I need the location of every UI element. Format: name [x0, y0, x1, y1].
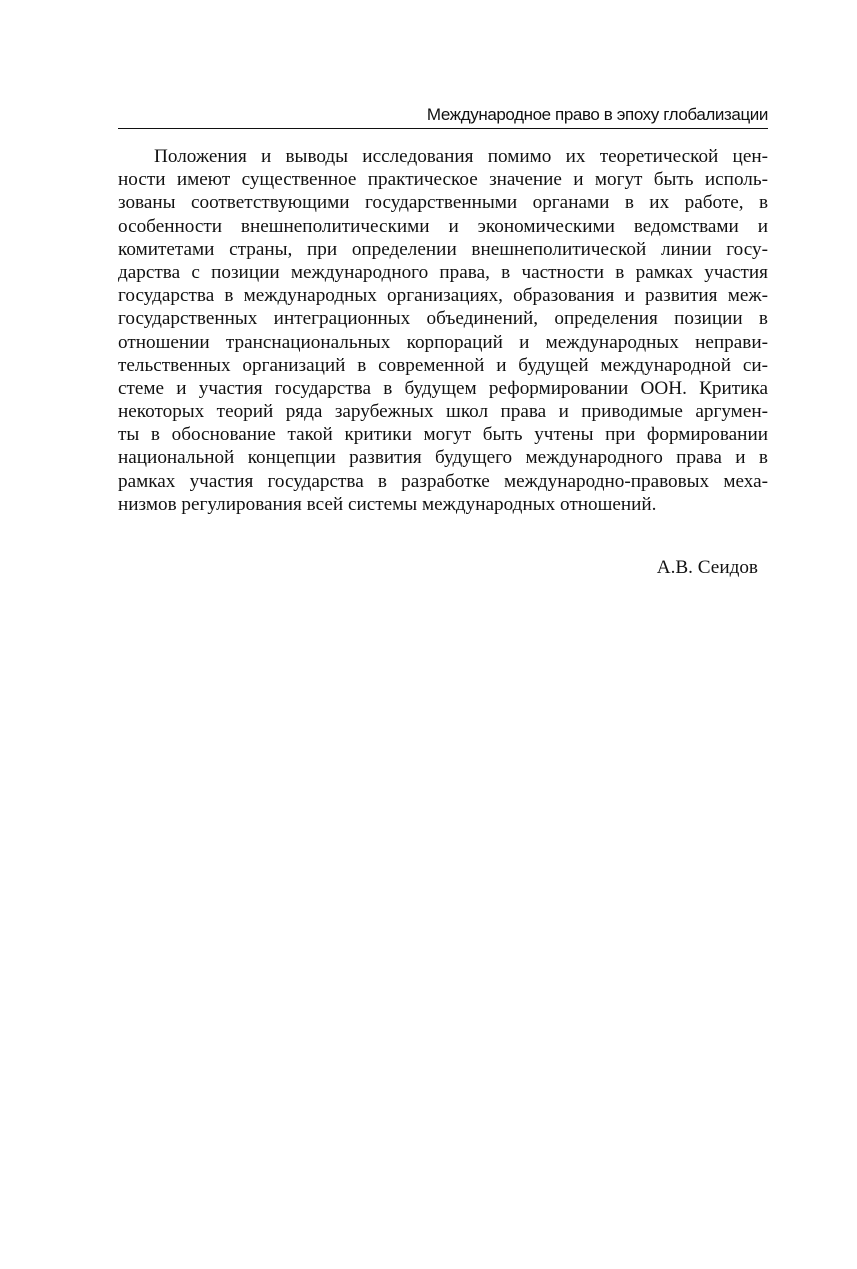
paragraph-line: зованы соответствующими государственными органами в их работе, в: [118, 192, 768, 214]
paragraph-line: некоторых теорий ряда зарубежных школ права и приводимые аргумен-: [118, 401, 768, 423]
paragraph-line: стеме и участия государства в будущем реформировании ООН. Критика: [118, 377, 768, 399]
paragraph-line: дарства с позиции международного права, в частности в рамках участия: [118, 261, 768, 283]
paragraph-line: особенности внешнеполитическими и экономическими ведомствами и: [118, 215, 768, 237]
paragraph-line: тельственных организаций в современной и будущей международной си-: [118, 354, 768, 376]
running-header-title: Международное право в эпоху глобализации: [426, 105, 768, 124]
paragraph-line: Положения и выводы исследования помимо их теоретической цен-: [154, 146, 768, 167]
paragraph-line: ности имеют существенное практическое значение и могут быть исполь-: [118, 169, 768, 191]
running-header: [118, 103, 768, 129]
paragraph-line: государственных интеграционных объединений, определения позиции в: [118, 308, 768, 330]
paragraph-line: рамках участия государства в разработке международно-правовых меха-: [118, 470, 768, 492]
paragraph-line: отношении транснациональных корпораций и международных неправи-: [118, 331, 768, 353]
author-signature: [118, 556, 758, 580]
body-paragraph: [118, 145, 768, 516]
paragraph-line: национальной концепции развития будущего международного права и в: [118, 447, 768, 469]
paragraph-line: низмов регулирования всей системы международных отношений.: [118, 493, 657, 515]
paragraph-line: комитетами страны, при определении внешнеполитической линии госу-: [118, 238, 768, 260]
author-name: А.В. Сеидов: [656, 557, 758, 578]
paragraph-line: государства в международных организациях, образования и развития меж-: [118, 285, 768, 307]
paragraph-line: ты в обоснование такой критики могут быть учтены при формировании: [118, 424, 768, 446]
